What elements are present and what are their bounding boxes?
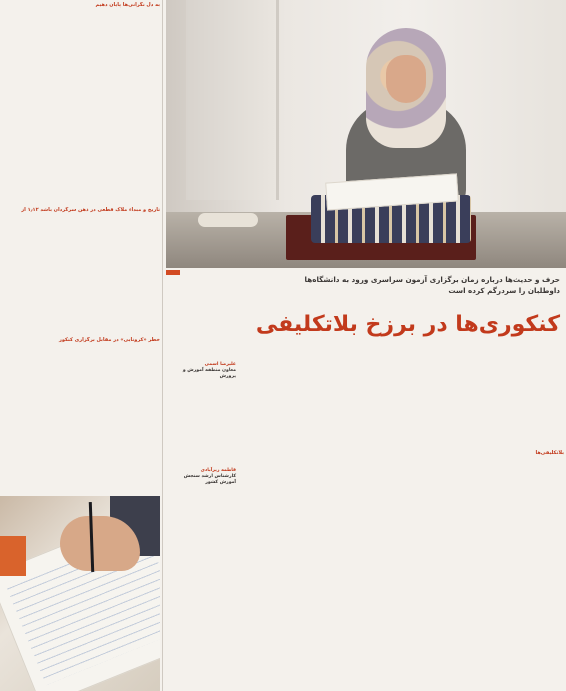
- body-text-middle: [240, 358, 400, 688]
- column-divider: [162, 0, 163, 691]
- sidebar-box-1: [166, 362, 236, 470]
- photo-slippers: [198, 213, 258, 227]
- sidebar-box-2-subtitle: کارشناس ارشد سنجش آموزش کشور: [183, 474, 236, 485]
- body-text-right-2: [404, 457, 564, 685]
- left-column-text-3: [2, 337, 160, 497]
- sidebar-box-1-text: [166, 382, 236, 470]
- photo-student-face: [386, 55, 426, 103]
- left-section-title-1: به دل نگرانی‌ها پایان دهیم: [95, 2, 160, 8]
- left-body-text-1: [2, 9, 160, 217]
- right-section-title-2: بلاتکلیفی‌ها: [535, 450, 564, 456]
- photo2-orange-book: [0, 536, 26, 576]
- left-column-text-1: [2, 2, 160, 217]
- body-text-right-1: [404, 358, 564, 450]
- body-column-right: [404, 358, 564, 688]
- main-photo: [166, 0, 566, 268]
- photo-background-door: [186, 0, 279, 200]
- secondary-photo: [0, 496, 160, 691]
- left-body-text-2: [2, 214, 160, 336]
- left-column-text-2: [2, 207, 160, 337]
- sidebar-box-1-subtitle: معاون منطقه آموزش و پرورش: [182, 368, 236, 379]
- article-headline: کنکوری‌ها در برزخ بلاتکلیفی: [255, 312, 560, 337]
- article-kicker: حرف و حدیث‌ها درباره زمان برگزاری آزمون سراسری ورود به دانشگاه‌ها داوطلبان را سردرگم کرده است: [304, 275, 560, 295]
- sidebar-box-2: [166, 468, 236, 638]
- sidebar-box-1-title: علیرضا اسمی: [204, 362, 236, 367]
- left-section-title-3: خطر «کرونایی» در مقابل برگزاری کنکور: [59, 337, 160, 343]
- left-body-text-3: [2, 344, 160, 494]
- left-section-title-2: تاریخ و مبداء ملاک قطعی در ذهن سرگردان باشد ۱٫۱۲ از: [21, 207, 160, 213]
- sidebar-box-2-title: فاطمه زیرآبادی: [200, 468, 236, 473]
- sidebar-box-2-text: [166, 488, 236, 638]
- photo-credit-marker: [166, 270, 180, 275]
- body-column-middle: [240, 358, 400, 688]
